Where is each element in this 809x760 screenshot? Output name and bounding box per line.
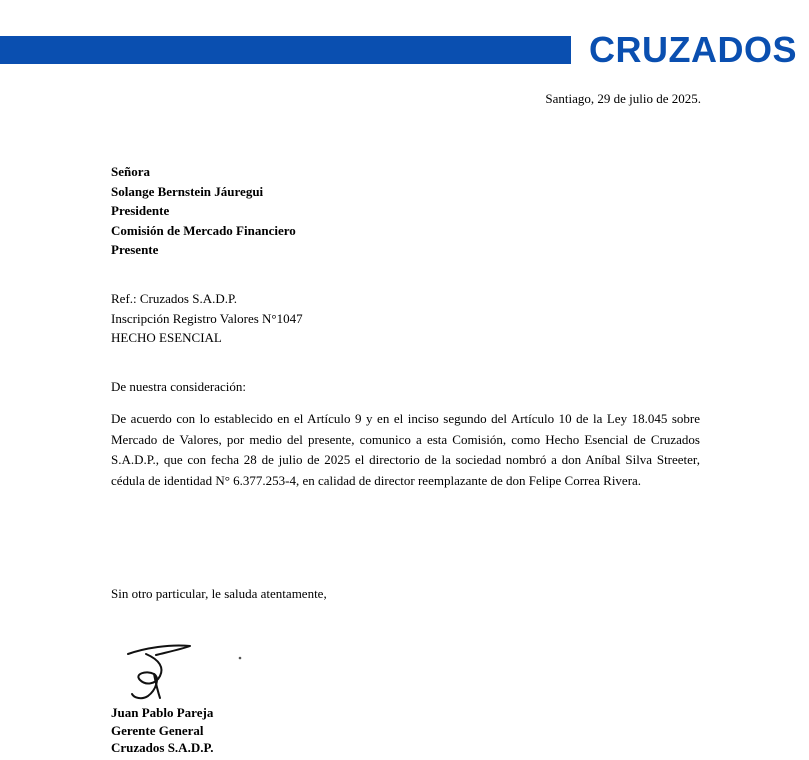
addressee-line-name: Solange Bernstein Jáuregui bbox=[111, 183, 264, 199]
reference-line-company: Ref.: Cruzados S.A.D.P. bbox=[111, 291, 238, 306]
closing-line: Sin otro particular, le saluda atentamente, bbox=[111, 586, 327, 601]
signatory-company: Cruzados S.A.D.P. bbox=[111, 740, 214, 755]
addressee-line-organization: Comisión de Mercado Financiero bbox=[111, 222, 296, 238]
brand-logo: CRUZADOS bbox=[589, 29, 797, 70]
addressee-line-honorific: Señora bbox=[111, 164, 150, 179]
signatory-block bbox=[111, 704, 213, 757]
signatory-name: Juan Pablo Pareja bbox=[111, 705, 214, 720]
signatory-title: Gerente General bbox=[111, 722, 204, 738]
letter-date: Santiago, 29 de julio de 2025. bbox=[545, 91, 701, 106]
salutation: De nuestra consideración: bbox=[111, 379, 247, 394]
addressee-block bbox=[111, 162, 296, 260]
reference-line-type: HECHO ESENCIAL bbox=[111, 330, 222, 345]
header-bar bbox=[0, 36, 571, 64]
addressee-line-presente: Presente bbox=[111, 242, 159, 257]
addressee-line-position: Presidente bbox=[111, 203, 170, 218]
reference-block bbox=[111, 289, 303, 348]
handwritten-signature bbox=[120, 640, 250, 702]
body-paragraph: De acuerdo con lo establecido en el Artículo 9 y en el inciso segundo del Artículo 10 de la Ley 18.045 sobre Mercado de Valores, por medio del presente, comunico a esta Comisión, como Hecho Esencial de Cruzados S.A.D.P., que con fecha 28 de julio de 2025 el directorio de la sociedad nombró a don Aníbal Silva Streeter, cédula de identidad N° 6.377.253-4, en calidad de director reemplazante de don Felipe Correa Rivera. bbox=[111, 411, 700, 488]
reference-line-registry: Inscripción Registro Valores N°1047 bbox=[111, 310, 303, 326]
